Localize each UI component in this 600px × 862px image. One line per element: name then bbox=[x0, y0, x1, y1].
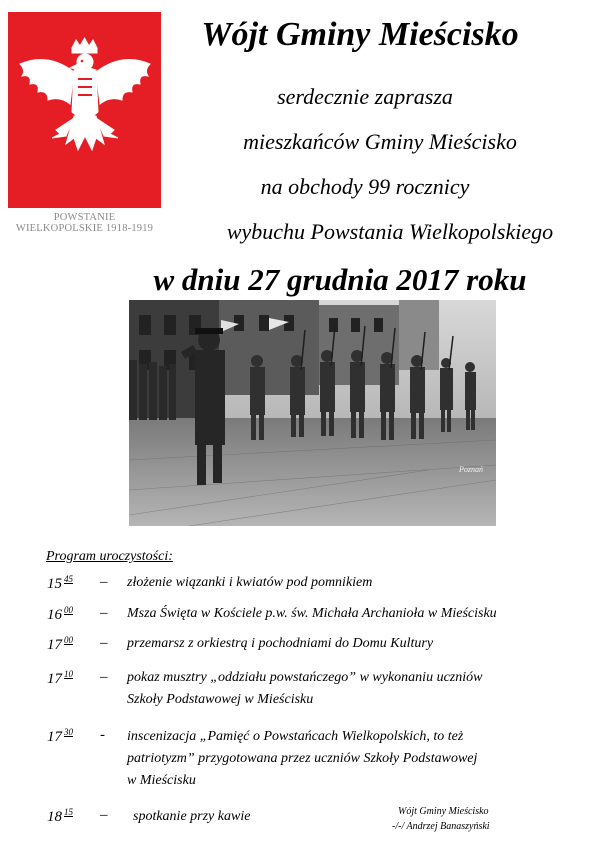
signature-name: -/-/ Andrzej Banaszyński bbox=[392, 821, 490, 832]
program-time: 18 $^{15}$ bbox=[47, 807, 73, 825]
program-dash: – bbox=[100, 574, 108, 590]
invitation-title: Wójt Gminy Mieścisko bbox=[201, 16, 519, 53]
banner-caption-line1: POWSTANIE bbox=[53, 212, 116, 223]
uprising-banner bbox=[8, 12, 161, 240]
program-dash: – bbox=[100, 669, 108, 685]
program-dash: – bbox=[100, 635, 108, 651]
program-time: 15 $^{45}$ bbox=[47, 574, 73, 592]
program-time: 16 $^{00}$ bbox=[47, 605, 73, 623]
event-date: w dniu 27 grudnia 2017 roku bbox=[153, 262, 527, 297]
program-label: Program uroczystości: bbox=[46, 549, 173, 564]
program-item-6: spotkanie przy kawie bbox=[133, 809, 251, 824]
program-item-2: Msza Święta w Kościele p.w. św. Michała Archanioła w Mieścisku bbox=[127, 606, 497, 621]
photo-caption: Poznań bbox=[459, 465, 483, 474]
program-dash: – bbox=[100, 605, 108, 621]
invitation-line-4: wybuchu Powstania Wielkopolskiego bbox=[226, 219, 554, 244]
historical-parade-photo bbox=[129, 300, 496, 526]
program-item-5-line3: w Mieścisku bbox=[127, 773, 196, 788]
program-time: 17 $^{10}$ bbox=[47, 669, 73, 687]
program-item-5-line2: patriotyzm” przygotowana przez uczniów Szkoły Podstawowej bbox=[127, 751, 478, 766]
program-item-4-line2: Szkoły Podstawowej w Mieścisku bbox=[127, 692, 314, 707]
program-item-5 bbox=[127, 726, 547, 792]
program-item-5-line1: inscenizacja „Pamięć o Powstańcach Wielkopolskich, to też bbox=[127, 729, 464, 744]
invitation-line-1: serdecznie zaprasza bbox=[277, 84, 453, 109]
program-time: 17 $^{00}$ bbox=[47, 635, 73, 653]
program-item-3: przemarsz z orkiestrą i pochodniami do Domu Kultury bbox=[127, 636, 434, 651]
program-item-4-line1: pokaz musztry „oddziału powstańczego” w wykonaniu uczniów bbox=[127, 670, 483, 685]
program-dash: - bbox=[100, 727, 105, 743]
program-dash: – bbox=[100, 807, 108, 823]
banner-caption bbox=[8, 212, 161, 234]
banner-caption-line2: WIELKOPOLSKIE 1918-1919 bbox=[15, 223, 154, 234]
program-item-1: złożenie wiązanki i kwiatów pod pomnikiem bbox=[127, 575, 373, 590]
signature-title: Wójt Gminy Mieścisko bbox=[398, 806, 489, 817]
invitation-line-2: mieszkańców Gminy Mieścisko bbox=[243, 129, 517, 154]
program-item-4 bbox=[127, 667, 547, 711]
program-time: 17 $^{30}$ bbox=[47, 727, 73, 745]
invitation-line-3: na obchody 99 rocznicy bbox=[260, 174, 470, 199]
